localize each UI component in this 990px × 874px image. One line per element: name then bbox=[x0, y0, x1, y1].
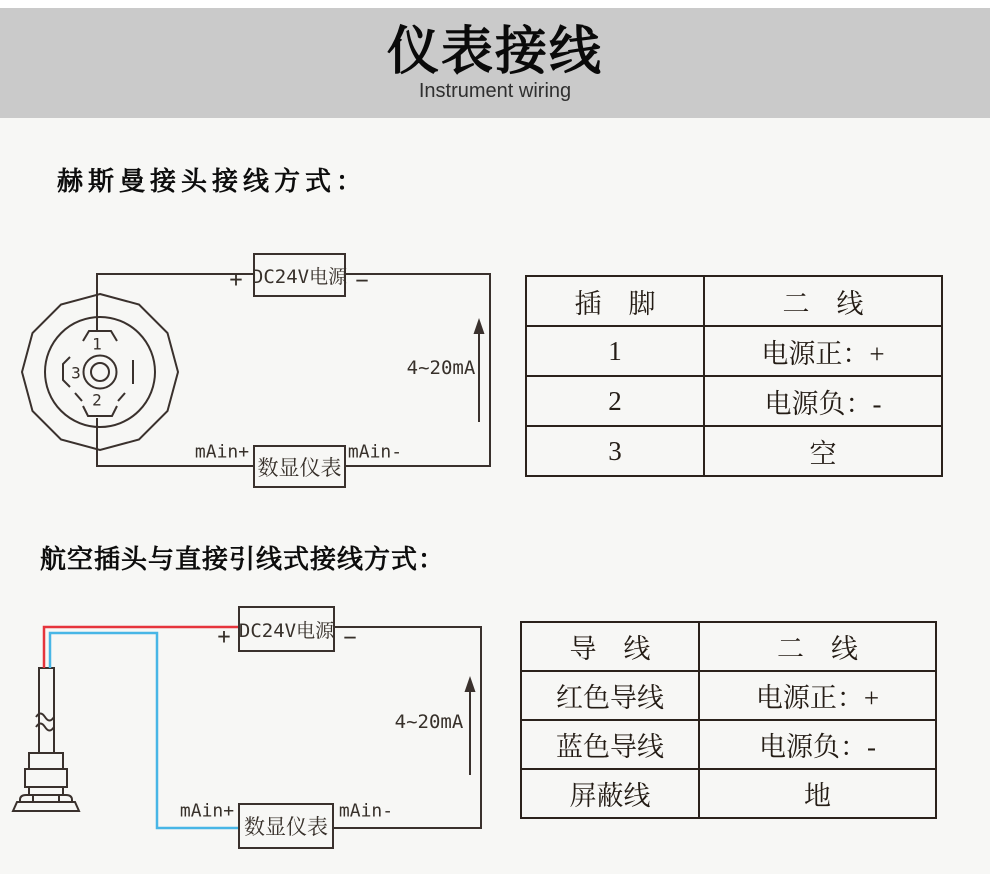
blue-wire bbox=[50, 633, 238, 828]
connector-pin-3-label: 3 bbox=[71, 363, 81, 383]
pin-cell: 2 bbox=[526, 376, 704, 426]
wire-cell: 屏蔽线 bbox=[521, 769, 699, 818]
sensor-hex-block bbox=[29, 753, 63, 769]
wire-cell: 红色导线 bbox=[521, 671, 699, 720]
hirschmann-pin-table bbox=[525, 275, 943, 477]
table-header-row bbox=[521, 622, 936, 671]
wire-function-cell: 电源负：- bbox=[699, 720, 936, 769]
hirschmann-section-heading: 赫斯曼接头接线方式： bbox=[57, 166, 368, 196]
table-row bbox=[526, 326, 942, 376]
table-row bbox=[526, 426, 942, 476]
wire-cell: 蓝色导线 bbox=[521, 720, 699, 769]
page-subtitle: Instrument wiring bbox=[418, 79, 572, 102]
wire-function-cell: 地 bbox=[699, 769, 936, 818]
connector-center-hole bbox=[91, 363, 109, 381]
sensor-base-plate bbox=[13, 802, 79, 811]
table-row bbox=[521, 671, 936, 720]
pin-cell: 3 bbox=[526, 426, 704, 476]
connector-pin-1-label: 1 bbox=[92, 334, 102, 354]
page-title: 仪表接线 bbox=[386, 23, 603, 82]
pin-cell: 1 bbox=[526, 326, 704, 376]
pin2-tick-left bbox=[75, 393, 82, 401]
current-range-label-2: 4~20mA bbox=[394, 711, 464, 733]
sensor-foot-left bbox=[20, 795, 33, 802]
power-plus-label-2: + bbox=[217, 624, 231, 650]
pin2-tick-right bbox=[118, 393, 125, 401]
two-wire-column-header: 二 线 bbox=[704, 276, 942, 326]
pin3-bracket bbox=[63, 357, 70, 387]
table-header-row bbox=[526, 276, 942, 326]
aviation-section-heading: 航空插头与直接引线式接线方式： bbox=[40, 544, 446, 574]
sensor-stem bbox=[39, 668, 54, 753]
connector-pin-2-label: 2 bbox=[92, 390, 102, 410]
main-in-minus-label-2: mAin- bbox=[338, 800, 394, 822]
digital-meter-box: 数显仪表 bbox=[253, 445, 346, 488]
current-arrow-head bbox=[474, 318, 485, 334]
wire-function-cell: 空 bbox=[704, 426, 942, 476]
main-in-plus-label: mAin+ bbox=[194, 441, 250, 463]
main-in-plus-label-2: mAin+ bbox=[179, 800, 235, 822]
table-row bbox=[521, 769, 936, 818]
connector-center-ring bbox=[84, 356, 117, 389]
wire-column-header: 导 线 bbox=[521, 622, 699, 671]
main-in-minus-label: mAin- bbox=[347, 441, 403, 463]
wire-function-cell: 电源正：+ bbox=[699, 671, 936, 720]
pin-column-header: 插 脚 bbox=[526, 276, 704, 326]
connector-inner-circle bbox=[45, 317, 155, 427]
two-wire-column-header: 二 线 bbox=[699, 622, 936, 671]
sensor-neck-block bbox=[29, 787, 63, 795]
aviation-wire-table bbox=[520, 621, 937, 819]
power-minus-label-2: − bbox=[343, 625, 357, 651]
wire-function-cell: 电源正：+ bbox=[704, 326, 942, 376]
current-arrow-head-2 bbox=[465, 676, 476, 692]
current-range-label: 4~20mA bbox=[406, 357, 476, 379]
power-plus-label: + bbox=[229, 267, 243, 293]
sensor-body-block bbox=[25, 769, 67, 787]
digital-meter-box-2: 数显仪表 bbox=[238, 803, 334, 849]
power-minus-label: − bbox=[355, 268, 369, 294]
wire-function-cell: 电源负：- bbox=[704, 376, 942, 426]
table-row bbox=[526, 376, 942, 426]
sensor-foot-right bbox=[59, 795, 72, 802]
dc24v-power-box: DC24V电源 bbox=[253, 253, 346, 297]
dc24v-power-box-2: DC24V电源 bbox=[238, 606, 335, 652]
table-row bbox=[521, 720, 936, 769]
